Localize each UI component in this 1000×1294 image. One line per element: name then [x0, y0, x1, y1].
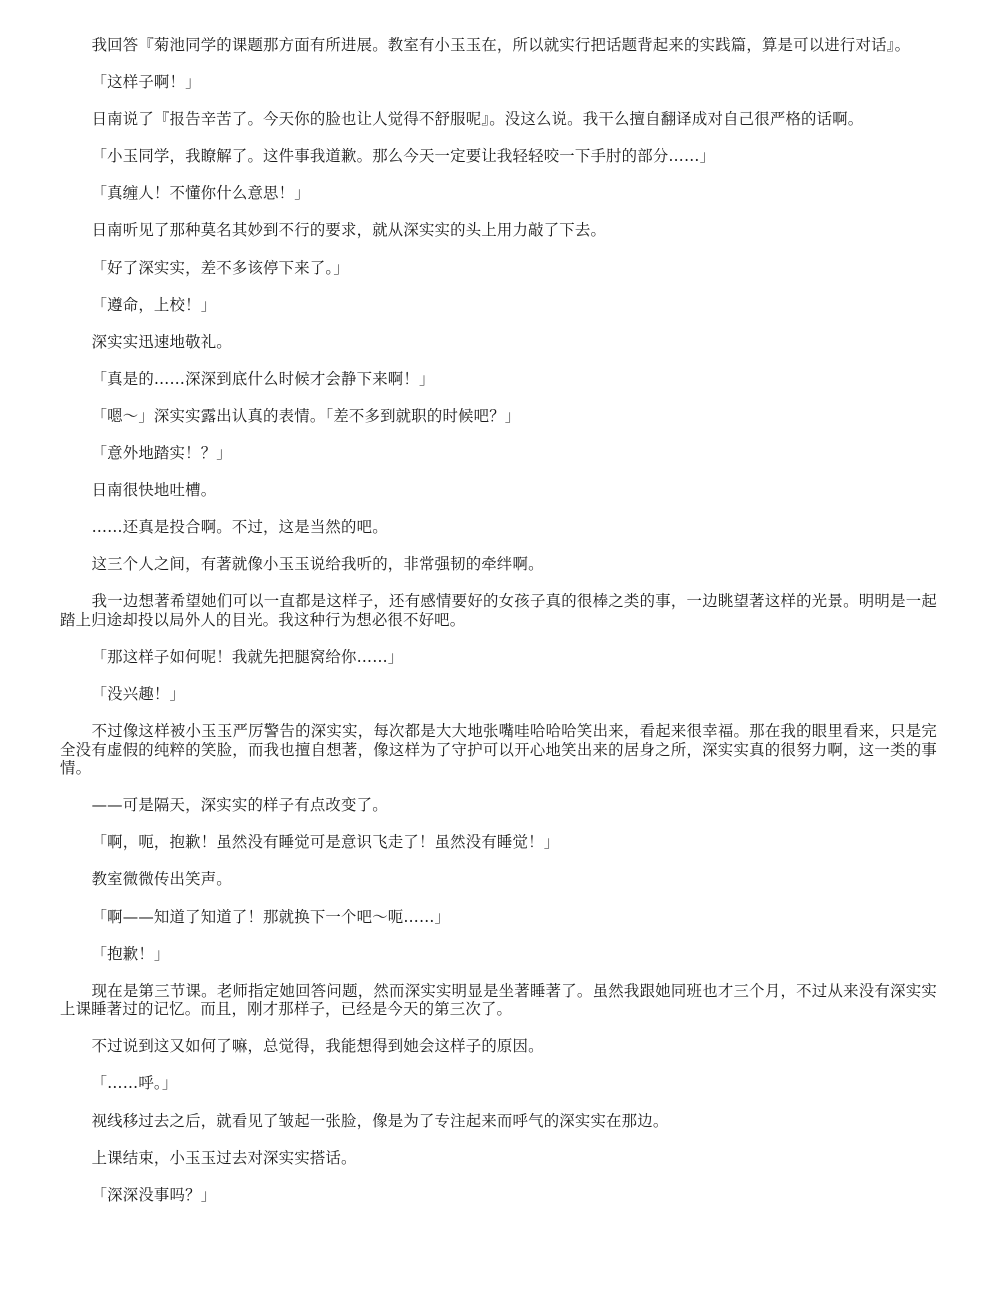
paragraph: 「啊——知道了知道了！那就换下一个吧～呃……」: [91, 907, 451, 926]
paragraph: 「啊，呃，抱歉！虽然没有睡觉可是意识飞走了！虽然没有睡觉！」: [91, 833, 560, 852]
paragraph: 「……呼。」: [91, 1074, 178, 1093]
paragraph: 我一边想著希望她们可以一直都是这样子，还有感情要好的女孩子真的很棒之类的事，一边眺望著这样的光景。明明是一起踏上归途却投以局外人的目光。我这种行为想必很不好吧。: [60, 592, 937, 629]
paragraph: 「嗯～」深实实露出认真的表情。「差不多到就职的时候吧？」: [91, 406, 521, 425]
paragraph: 日南说了『报告辛苦了。今天你的脸也让人觉得不舒服呢』。没这么说。我干么擅自翻译成对自己很严格的话啊。: [91, 110, 864, 129]
paragraph: 日南听见了那种莫名其妙到不行的要求，就从深实实的头上用力敲了下去。: [91, 221, 607, 240]
paragraph: ——可是隔天，深实实的样子有点改变了。: [91, 796, 388, 815]
paragraph: 「抱歉！」: [91, 944, 170, 963]
paragraph: 「没兴趣！」: [91, 685, 186, 704]
paragraph: 视线移过去之后，就看见了皱起一张脸，像是为了专注起来而呼气的深实实在那边。: [91, 1111, 669, 1130]
paragraph: 「意外地踏实！？」: [91, 444, 232, 463]
paragraph: 「真是的……深深到底什么时候才会静下来啊！」: [91, 369, 435, 388]
paragraph: ……还真是投合啊。不过，这是当然的吧。: [91, 518, 388, 537]
paragraph: 这三个人之间，有著就像小玉玉说给我听的，非常强韧的牵绊啊。: [91, 555, 544, 574]
paragraph: 「遵命，上校！」: [91, 295, 217, 314]
paragraph: 现在是第三节课。老师指定她回答问题，然而深实实明显是坐著睡著了。虽然我跟她同班也才三个月，不过从来没有深实实上课睡著过的记忆。而且，刚才那样子，已经是今天的第三次了。: [60, 981, 937, 1019]
paragraph: 上课结束，小玉玉过去对深实实搭话。: [91, 1148, 357, 1167]
document-page: [60, 36, 937, 1223]
paragraph: 我回答『菊池同学的课题那方面有所进展。教室有小玉玉在，所以就实行把话题背起来的实践篇，算是可以进行对话』。: [91, 36, 911, 54]
paragraph: 不过说到这又如何了嘛，总觉得，我能想得到她会这样子的原因。: [91, 1037, 544, 1056]
paragraph: 「那这样子如何呢！我就先把腿窝给你……」: [91, 648, 404, 666]
paragraph: 深实实迅速地敬礼。: [91, 332, 232, 351]
paragraph: 不过像这样被小玉玉严厉警告的深实实，每次都是大大地张嘴哇哈哈哈笑出来，看起来很幸福。那在我的眼里看来，只是完全没有虚假的纯粹的笑脸，而我也擅自想著，像这样为了守护可以开心地笑出来的居身之所，深实实真的很努力啊，这一类的事情。: [60, 722, 937, 778]
paragraph: 「好了深实实，差不多该停下来了。」: [91, 258, 349, 277]
paragraph: 「小玉同学，我瞭解了。这件事我道歉。那么今天一定要让我轻轻咬一下手肘的部分……」: [91, 147, 716, 166]
paragraph: 「深深没事吗？」: [91, 1185, 217, 1204]
paragraph: 「真缠人！不懂你什么意思！」: [91, 184, 310, 203]
paragraph: 教室微微传出笑声。: [91, 870, 232, 889]
paragraph: 日南很快地吐槽。: [91, 481, 217, 500]
paragraph: 「这样子啊！」: [91, 73, 201, 92]
